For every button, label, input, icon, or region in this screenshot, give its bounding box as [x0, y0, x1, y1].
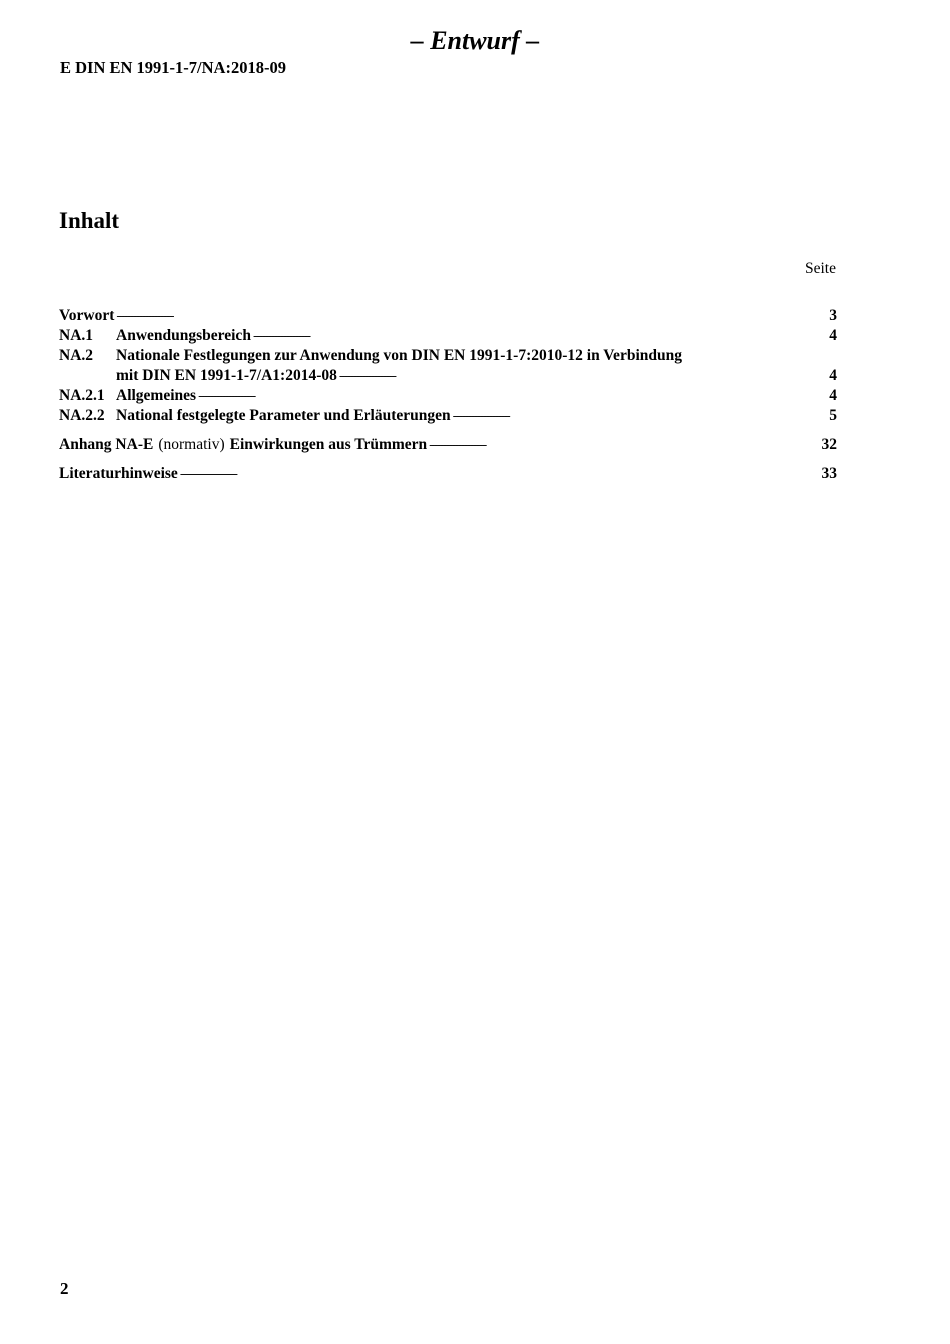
toc-entry-page: 4	[829, 387, 837, 404]
toc-entry-number: NA.1	[59, 327, 94, 344]
draft-title: – Entwurf –	[410, 26, 540, 55]
page-number: 2	[60, 1279, 69, 1298]
toc-leader-dots	[429, 435, 819, 449]
toc-entry-title-line2: mit DIN EN 1991-1-7/A1:2014-08	[116, 367, 337, 384]
toc-spacer	[59, 426, 837, 435]
toc-leader-dots	[253, 326, 827, 340]
toc-entry-page: 5	[829, 407, 837, 424]
toc-entry-page: 32	[821, 436, 837, 453]
toc-entry-na-2[interactable]	[59, 346, 837, 386]
toc-entry-page: 4	[829, 367, 837, 384]
toc-entry-vorwort[interactable]	[59, 306, 837, 326]
toc-entry-na-1[interactable]	[59, 326, 837, 346]
toc-entry-page: 3	[829, 307, 837, 324]
toc-entry-page: 4	[829, 327, 837, 344]
toc-entry-title: National festgelegte Parameter und Erläuterungen	[116, 407, 451, 424]
toc-leader-dots	[339, 366, 827, 380]
toc-entry-number: NA.2	[59, 347, 94, 364]
toc-spacer	[59, 455, 837, 464]
toc-leader-dots	[453, 406, 828, 420]
toc-entry-title: Vorwort	[59, 307, 115, 324]
toc-leader-dots	[116, 306, 827, 320]
toc-leader-dots	[180, 464, 820, 478]
toc-leader-dots	[198, 386, 827, 400]
toc-entry-title: Einwirkungen aus Trümmern	[229, 436, 428, 453]
toc-entry-number: NA.2.2	[59, 407, 105, 424]
toc-entry-title: Anwendungsbereich	[116, 327, 251, 344]
table-of-contents	[59, 306, 837, 484]
toc-entry-literaturhinweise[interactable]	[59, 464, 837, 484]
document-id: E DIN EN 1991-1-7/NA:2018-09	[60, 58, 286, 77]
page-column-label: Seite	[805, 260, 836, 277]
toc-entry-number: NA.2.1	[59, 387, 105, 404]
toc-heading: Inhalt	[59, 208, 120, 233]
toc-entry-annex-qualifier: (normativ)	[158, 436, 225, 453]
toc-entry-title: Literaturhinweise	[59, 465, 178, 482]
toc-entry-na-2-1[interactable]	[59, 386, 837, 406]
toc-entry-na-2-2[interactable]	[59, 406, 837, 426]
toc-entry-title-line1: Nationale Festlegungen zur Anwendung von DIN EN 1991-1-7:2010-12 in Verbindung	[116, 347, 682, 364]
toc-entry-annex-na-e[interactable]	[59, 435, 837, 455]
toc-entry-title: Allgemeines	[116, 387, 197, 404]
toc-entry-page: 33	[821, 465, 837, 482]
toc-entry-annex-prefix: Anhang NA-E	[59, 436, 154, 453]
